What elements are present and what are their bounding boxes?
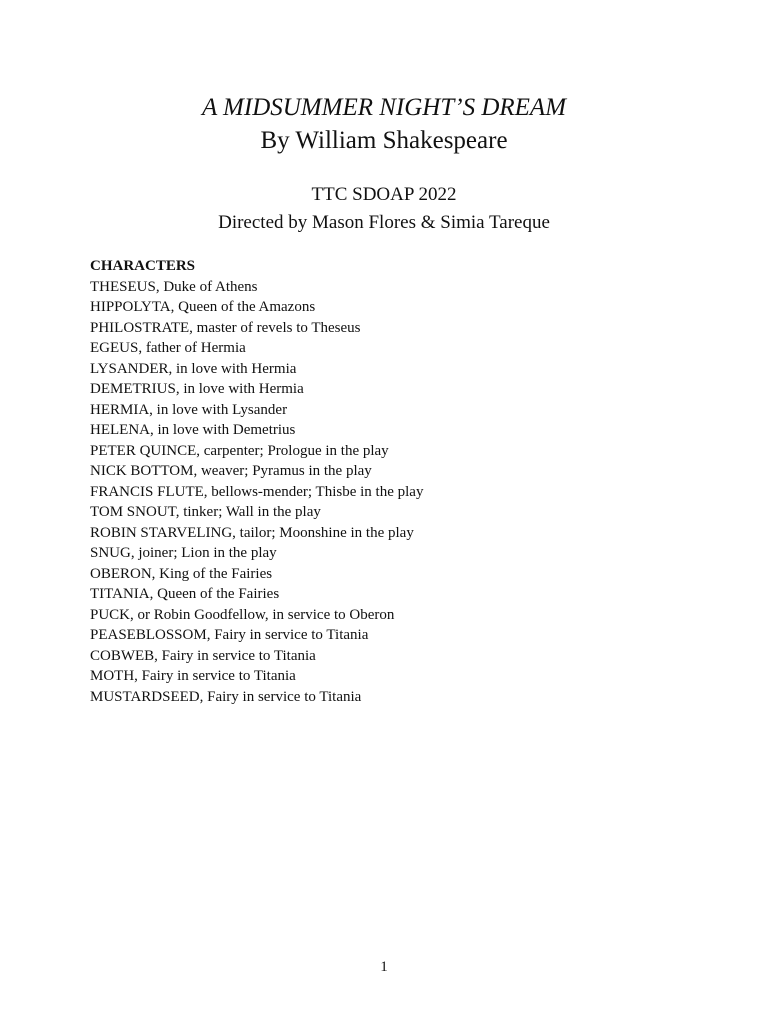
character-item: MOTH, Fairy in service to Titania [90, 668, 296, 684]
character-item: TOM SNOUT, tinker; Wall in the play [90, 504, 321, 520]
character-item: PEASEBLOSSOM, Fairy in service to Titania [90, 627, 369, 643]
character-item: TITANIA, Queen of the Fairies [90, 586, 280, 602]
character-item: PETER QUINCE, carpenter; Prologue in the play [90, 442, 389, 459]
play-title: A MIDSUMMER NIGHT’S DREAM [201, 94, 567, 121]
characters-section [90, 256, 730, 707]
character-item: LYSANDER, in love with Hermia [90, 360, 297, 377]
character-item: OBERON, King of the Fairies [90, 565, 273, 582]
character-item: MUSTARDSEED, Fairy in service to Titania [90, 688, 362, 705]
play-author: By William Shakespeare [260, 127, 508, 154]
character-item: NICK BOTTOM, weaver; Pyramus in the play [90, 463, 372, 479]
character-item: THESEUS, Duke of Athens [90, 278, 258, 295]
character-item: HIPPOLYTA, Queen of the Amazons [90, 299, 316, 315]
page-number: 1 [380, 959, 388, 975]
characters-heading: CHARACTERS [90, 258, 196, 274]
character-item: SNUG, joiner; Lion in the play [90, 545, 277, 561]
character-item: PUCK, or Robin Goodfellow, in service to Oberon [90, 606, 395, 623]
character-item: PHILOSTRATE, master of revels to Theseus [90, 319, 361, 336]
production-block [0, 181, 768, 237]
character-list [90, 277, 730, 708]
character-item: DEMETRIUS, in love with Hermia [90, 381, 304, 397]
title-block [0, 92, 768, 158]
character-item: COBWEB, Fairy in service to Titania [90, 647, 316, 664]
production-directors: Directed by Mason Flores & Simia Tareque [218, 212, 550, 233]
character-item: ROBIN STARVELING, tailor; Moonshine in the play [90, 524, 414, 541]
character-item: HELENA, in love with Demetrius [90, 422, 296, 438]
character-item: HERMIA, in love with Lysander [90, 401, 288, 418]
character-item: EGEUS, father of Hermia [90, 340, 246, 356]
character-item: FRANCIS FLUTE, bellows-mender; Thisbe in the play [90, 483, 424, 500]
production-company: TTC SDOAP 2022 [311, 184, 457, 205]
